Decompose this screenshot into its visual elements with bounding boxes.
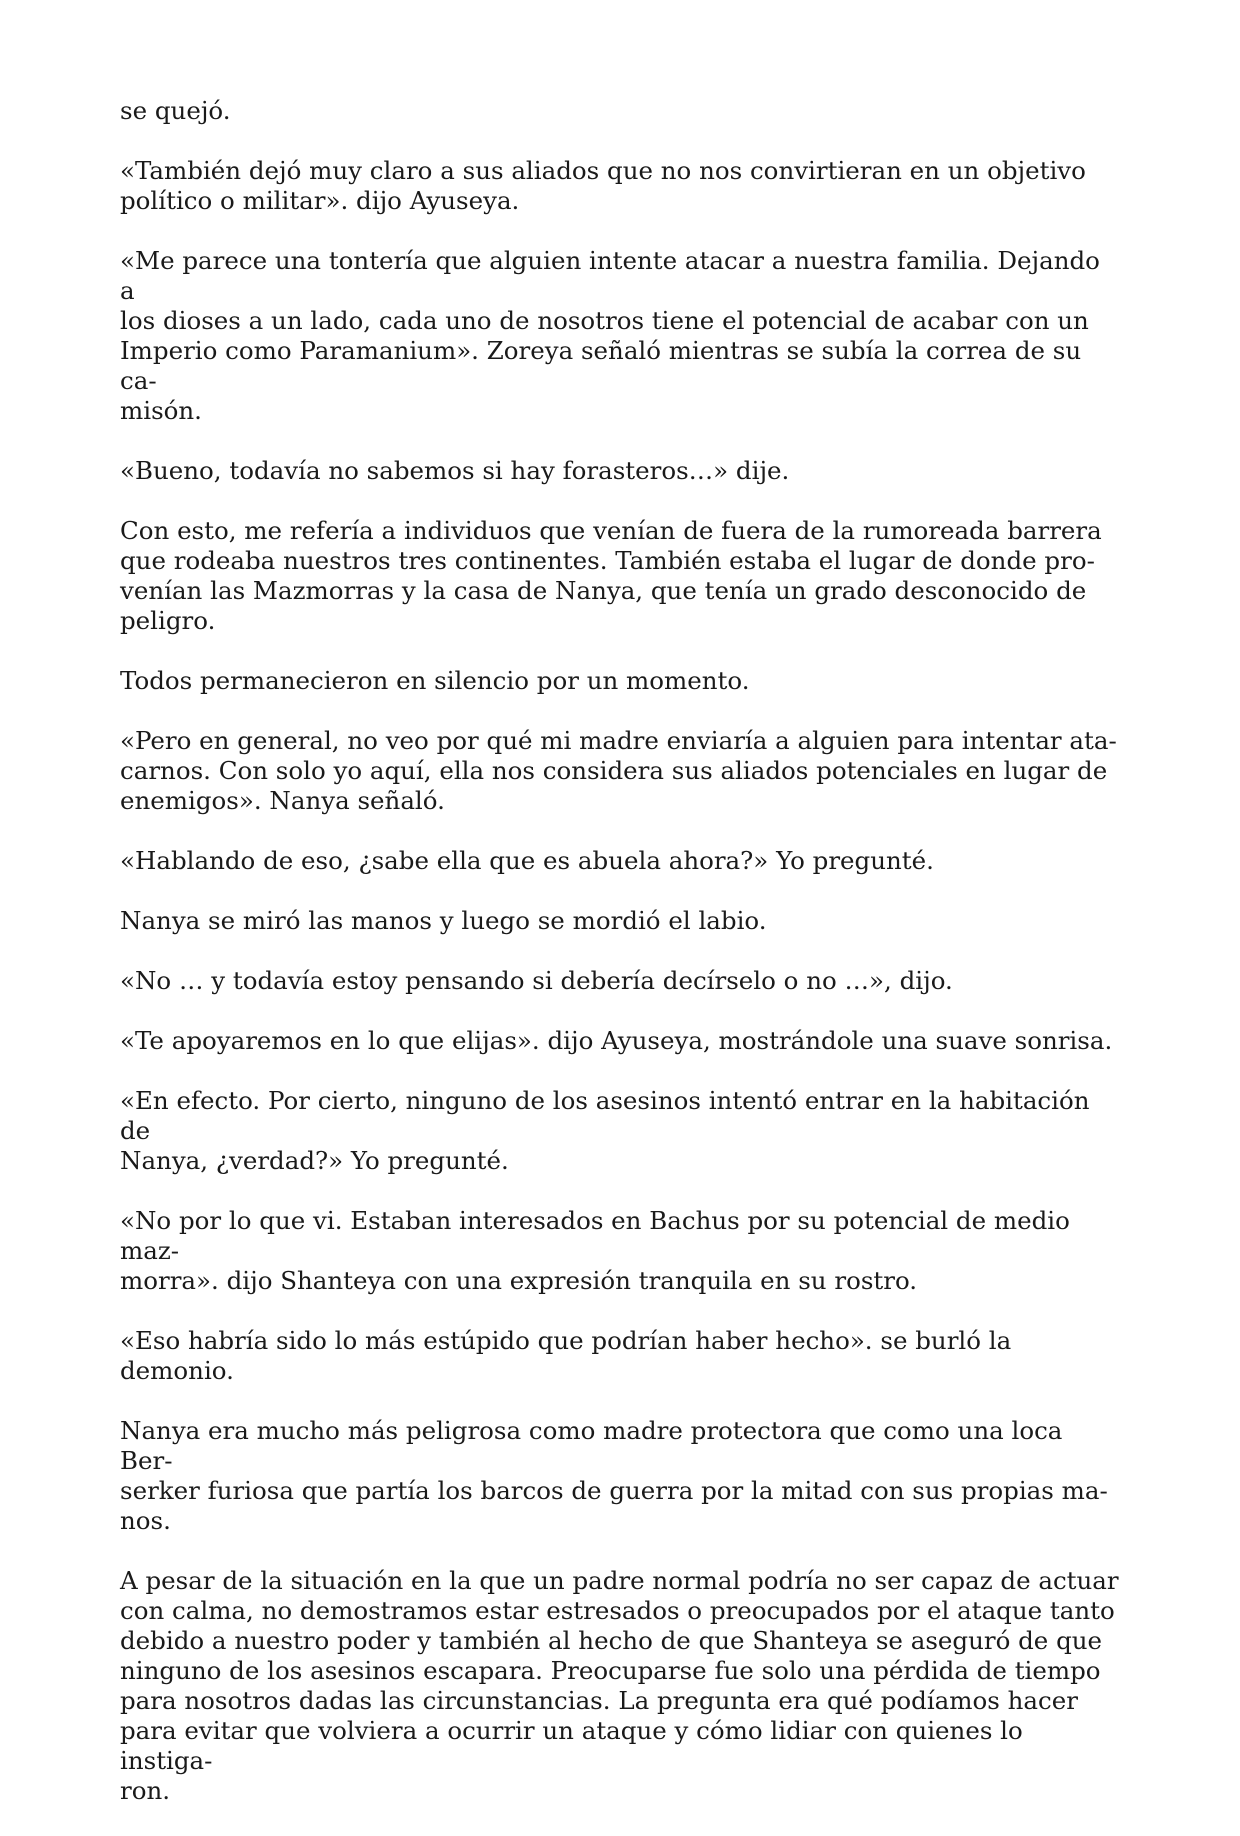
- paragraph: «Bueno, todavía no sabemos si hay forasteros…» dije.: [120, 456, 790, 485]
- paragraph: «Te apoyaremos en lo que elijas». dijo Ayuseya, mostrándole una suave sonrisa.: [120, 1026, 1113, 1055]
- paragraph: «En efecto. Por cierto, ninguno de los asesinos intentó entrar en la habitación de Nanya, ¿verdad?» Yo pregunté.: [120, 1086, 1090, 1175]
- paragraph: Con esto, me refería a individuos que venían de fuera de la rumoreada barrera que rodeaba nuestros tres continentes. También estaba el lugar de donde pro- venían las Mazmorras y la casa de Nanya, que tenía un grado desconocido de peligro.: [120, 516, 1102, 635]
- paragraph: Todos permanecieron en silencio por un momento.: [120, 666, 750, 695]
- paragraph: Nanya se miró las manos y luego se mordió el labio.: [120, 906, 767, 935]
- paragraph: «Pero en general, no veo por qué mi madre enviaría a alguien para intentar ata- carnos. Con solo yo aquí, ella nos considera sus aliados potenciales en lugar de enemigos». Nanya señaló.: [120, 726, 1117, 815]
- paragraph: «Hablando de eso, ¿sabe ella que es abuela ahora?» Yo pregunté.: [120, 846, 934, 875]
- paragraph: «No … y todavía estoy pensando si debería decírselo o no …», dijo.: [120, 966, 953, 995]
- paragraph: Nanya era mucho más peligrosa como madre protectora que como una loca Ber- serker furiosa que partía los barcos de guerra por la mitad con sus propias ma- nos.: [120, 1416, 1108, 1535]
- paragraph: «No por lo que vi. Estaban interesados en Bachus por su potencial de medio maz- morra». dijo Shanteya con una expresión tranquila en su rostro.: [120, 1206, 1070, 1295]
- document-page: [120, 96, 1120, 1836]
- paragraph: «También dejó muy claro a sus aliados que no nos convirtieran en un objetivo político o militar». dijo Ayuseya.: [120, 156, 1086, 215]
- paragraph: A pesar de la situación en la que un padre normal podría no ser capaz de actuar con calma, no demostramos estar estresados o preocupados por el ataque tanto debido a nuestro poder y también al hecho de que Shanteya se aseguró de que ninguno de los asesinos escapara. Preocuparse fue solo una pérdida de tiempo para nosotros dadas las circunstancias. La pregunta era qué podíamos hacer para evitar que volviera a ocurrir un ataque y cómo lidiar con quienes lo instiga- ron.: [120, 1566, 1119, 1805]
- paragraph: «Eso habría sido lo más estúpido que podrían haber hecho». se burló la demonio.: [120, 1326, 1012, 1385]
- paragraph: se quejó.: [120, 96, 231, 125]
- paragraph: «Me parece una tontería que alguien intente atacar a nuestra familia. Dejando a los dioses a un lado, cada uno de nosotros tiene el potencial de acabar con un Imperio como Paramanium». Zoreya señaló mientras se subía la correa de su ca- misón.: [120, 246, 1100, 425]
